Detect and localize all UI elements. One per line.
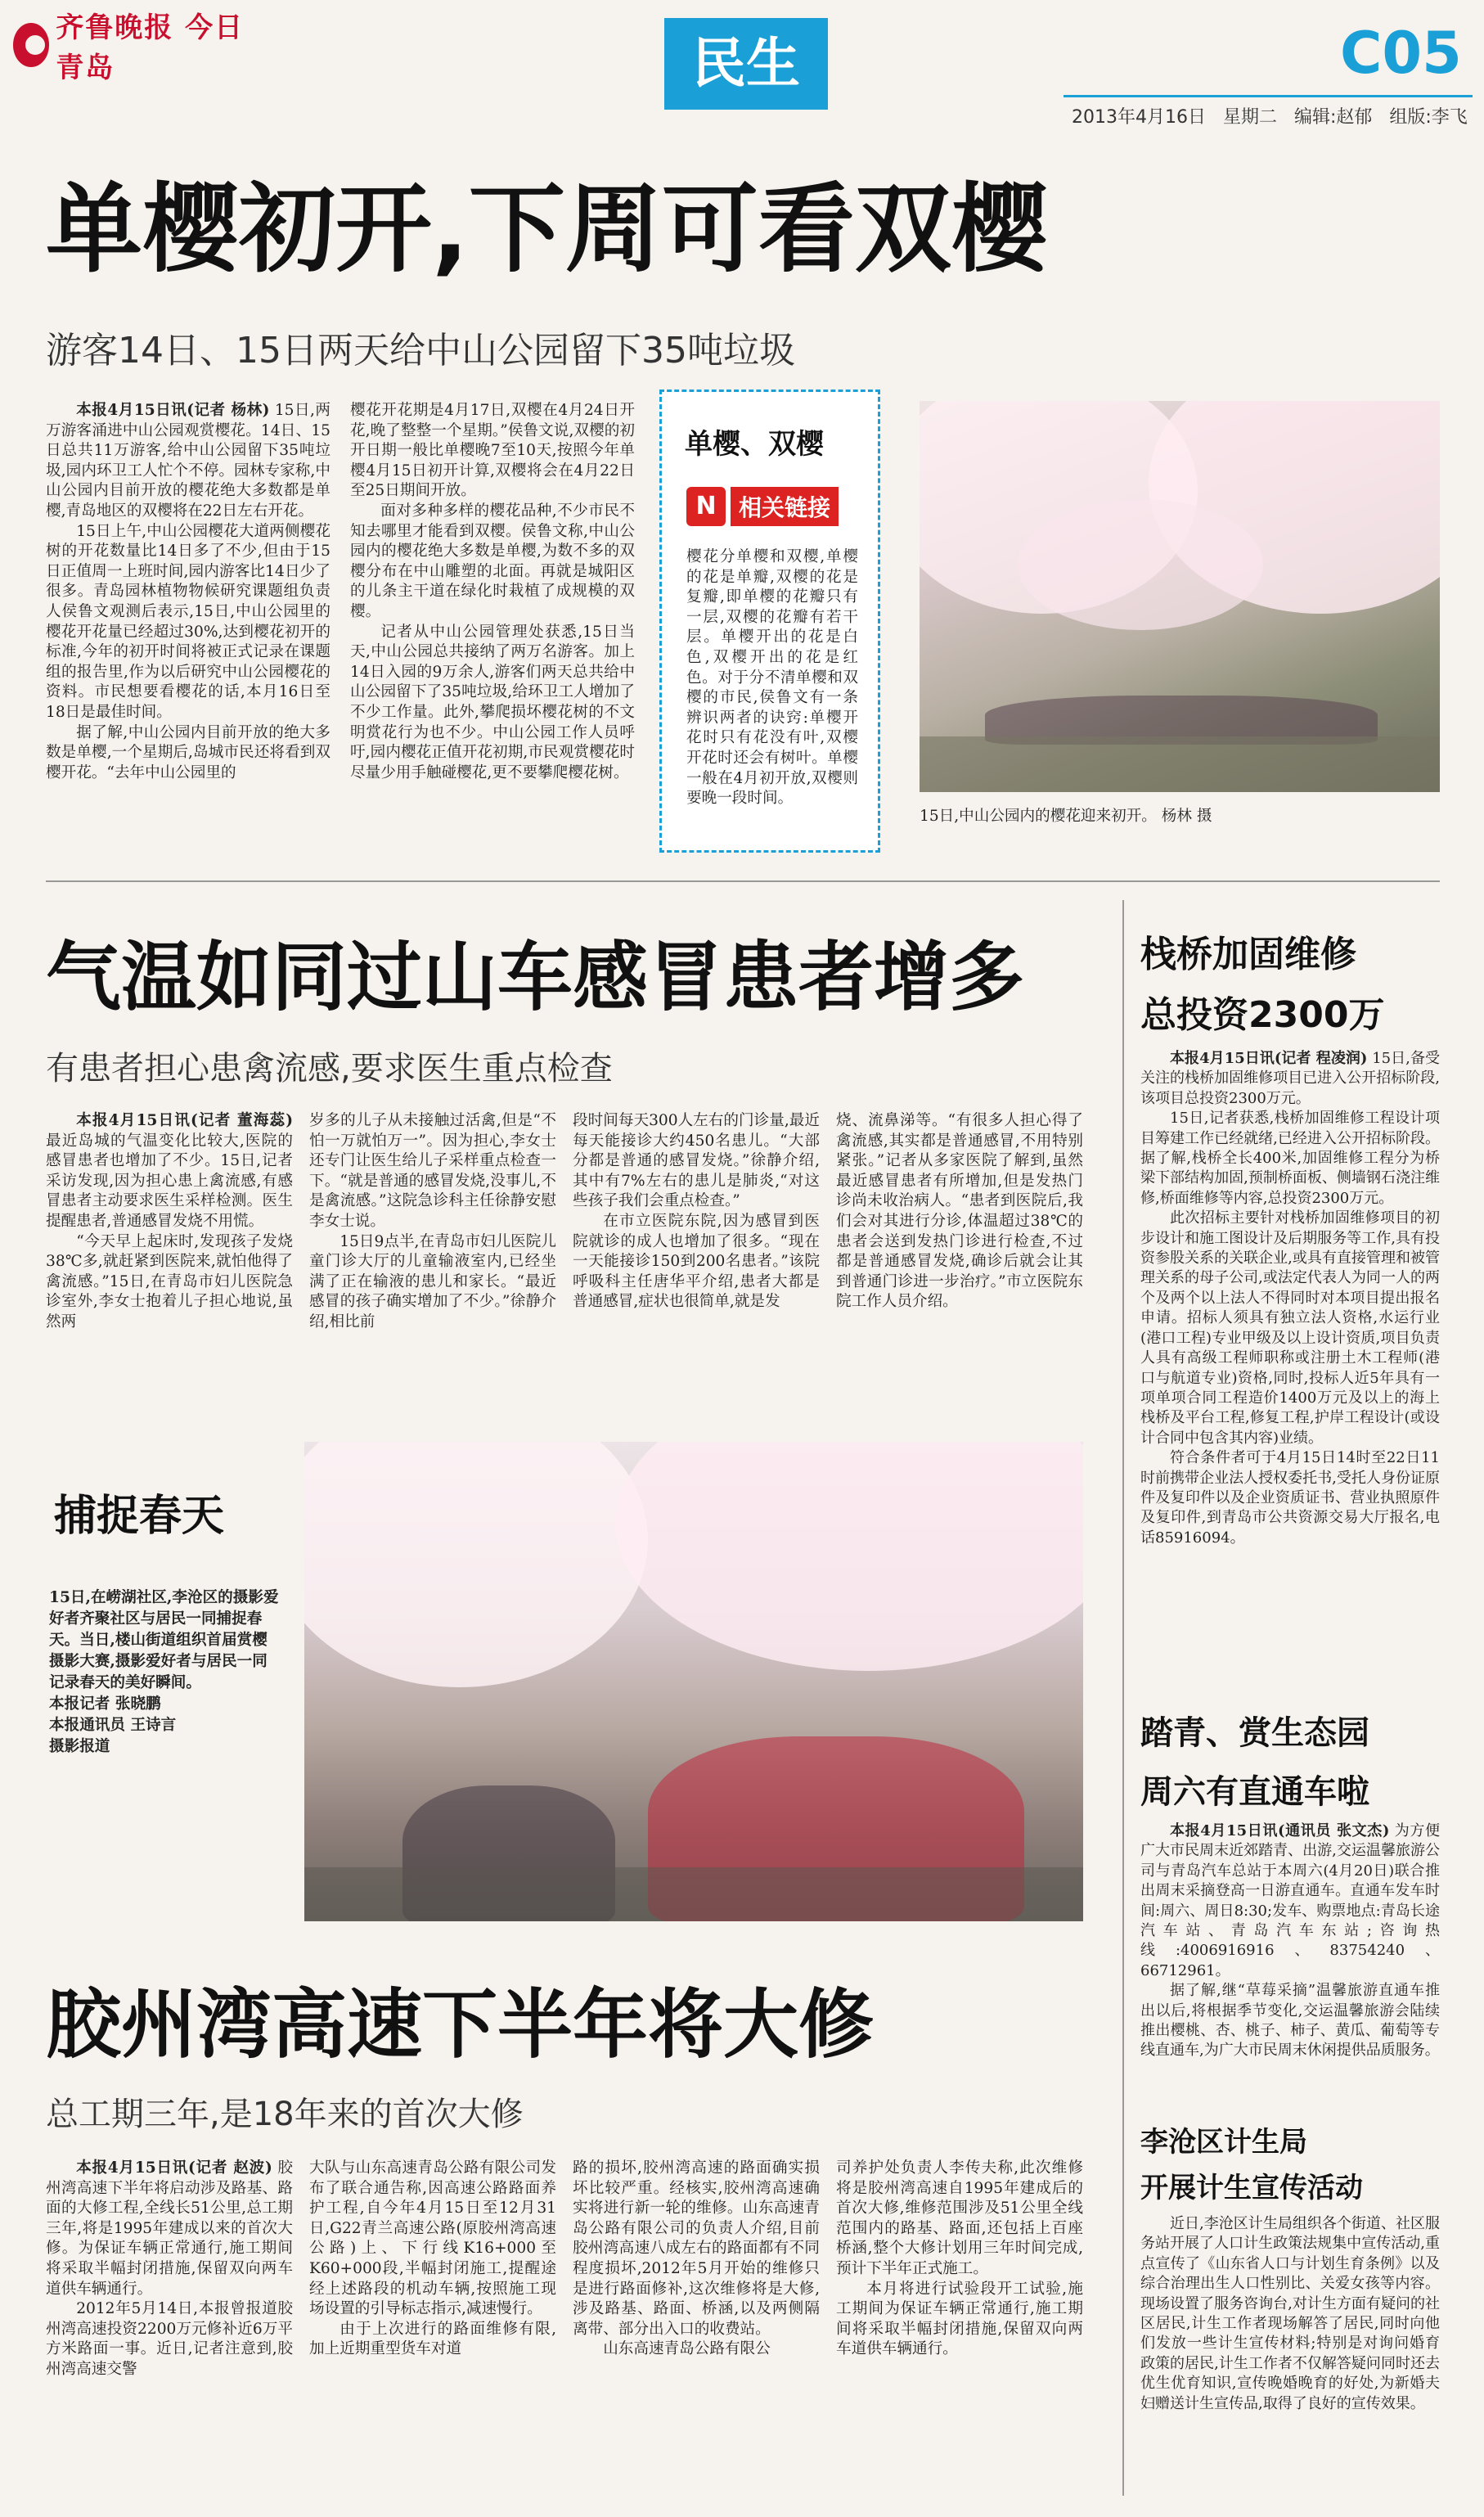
sidebar3-body [1140, 2214, 1440, 2501]
story2-col3 [573, 1111, 820, 1394]
story3-col2 [309, 2159, 556, 2494]
story1-byline: 本报4月15日讯(记者 杨林) [76, 402, 270, 419]
story3-col4-para1: 司养护处负责人李传夫称,此次维修将是胶州湾高速自1995年建成后的首次大修,维修范围涉及51公里全线范围内的路基、路面,还包括上百座桥涵,整个大修计划用三年时间完成,预计下半年正式施工。 [836, 2159, 1083, 2277]
story2-col2 [309, 1111, 556, 1394]
story2-col1 [46, 1111, 293, 1394]
story1-col1-text: 15日,两万游客涌进中山公园观赏樱花。14日、15日总共11万游客,给中山公园留下35吨垃圾,园内环卫工人忙个不停。园林专家称,中山公园内目前开放的樱花绝大多数都是单樱,青岛地区的双樱将在22日左右开花。 [46, 402, 331, 520]
photo2-credit1: 本报记者 张晓鹏 [49, 1695, 161, 1713]
story3-col2-para2: 由于上次进行的路面维修有限,加上近期重型货车对道 [309, 2320, 556, 2358]
sidebar1-p4: 符合条件者可于4月15日14时至22日11时前携带企业法人授权委托书,受托人身份证原件及复印件以及企业资质证书、营业执照原件及复印件,到青岛市公共资源交易大厅报名,电话85916094。 [1140, 1449, 1440, 1547]
story2-col4 [836, 1111, 1083, 1394]
story2-byline: 本报4月15日讯(记者 董海蕊) [76, 1112, 293, 1129]
story2-col1-text: 最近岛城的气温变化比较大,医院的感冒患者也增加了不少。15日,记者采访发现,因为担心患上禽流感,有感冒患者主动要求医生采样检测。医生提醒患者,普通感冒发烧不用慌。 [46, 1132, 293, 1230]
story3-col3 [573, 2159, 820, 2494]
story2-col3-para2: 在市立医院东院,因为感冒到医院就诊的成人也增加了很多。“现在一天能接诊150到200名患者。”该院呼吸科主任唐华平介绍,患者大都是普通感冒,症状也很简单,就是发 [573, 1212, 820, 1311]
logo-seal-icon [13, 23, 49, 67]
sidebar1-title2: 总投资2300万 [1140, 994, 1385, 1036]
story2-subhead: 有患者担心患禽流感,要求医生重点检查 [46, 1050, 613, 1087]
story3-byline: 本报4月15日讯(记者 赵波) [76, 2159, 272, 2177]
story3-col4-para2: 本月将进行试验段开工试验,施工期间为保证车辆正常通行,施工期间将采取半幅封闭措施,保留双向两车道供车辆通行。 [836, 2280, 1083, 2358]
sidebar2-title1: 踏青、赏生态园 [1140, 1714, 1369, 1752]
photo2-caption: 15日,在崂湖社区,李沧区的摄影爱好者齐聚社区与居民一同捕捉春天。当日,楼山街道组织首届赏樱摄影大赛,摄影爱好者与居民一同记录春天的美好瞬间。 [49, 1589, 279, 1691]
cherry-blossom-photo [920, 401, 1440, 792]
story2-col3-para1: 段时间每天300人左右的门诊量,最近每天能接诊大约450名患儿。“大部分都是普通的感冒发烧。”徐静介绍,其中有7%左右的患儿是肺炎,“对这些孩子我们会重点检查。” [573, 1112, 820, 1210]
spring-photo [304, 1442, 1083, 1921]
story1-col2 [350, 401, 635, 859]
story3-col4 [836, 2159, 1083, 2494]
photo2-credit2: 本报通讯员 王诗言 [49, 1717, 177, 1734]
sidebar2-p1: 为方便广大市民周末近郊踏青、出游,交运温馨旅游公司与青岛汽车总站于本周六(4月20日)联合推出周末采摘登高一日游直通车。直通车发车时间:周六、周日8:30;发车、购票地点:青岛长途汽车站、青岛汽车东站;咨询热线:4006916916、83754240、66712961。 [1140, 1822, 1440, 1979]
related-link-tag [686, 485, 839, 528]
logo-text: 齐鲁晚报 今日青岛 [56, 11, 245, 84]
story1-headline: 单樱初开,下周可看双樱 [46, 173, 1048, 286]
story1-col1-para3: 据了解,中山公园内目前开放的绝大多数是单樱,一个星期后,岛城市民还将看到双樱开花。“去年中山公园里的 [46, 723, 331, 781]
story3-col2-para1: 大队与山东高速青岛公路有限公司发布了联合通告称,因高速公路路面养护工程,自今年4月15日至12月31日,G22青兰高速公路(原胶州湾高速公路)上、下行线K16+000至K60+000段,半幅封闭施工,提醒途经上述路段的机动车辆,按照施工现场设置的引导标志指示,减速慢行。 [309, 2159, 556, 2318]
story1-col2-para2: 面对多种多样的樱花品种,不少市民不知去哪里才能看到双樱。侯鲁文称,中山公园内的樱花绝大多数是单樱,为数不多的双樱分布在中山雕塑的北面。再就是城阳区的儿条主干道在绿化时栽植了成规模的双樱。 [350, 502, 635, 620]
story3-col3-para2: 山东高速青岛公路有限公 [603, 2340, 771, 2358]
related-box-title: 单樱、双樱 [685, 428, 824, 461]
story3-subhead: 总工期三年,是18年来的首次大修 [46, 2096, 524, 2133]
sidebar1-p1: 15日,备受关注的栈桥加固维修项目已进入公开招标阶段,该项目总投资2300万元。 [1140, 1050, 1440, 1107]
story2-headline: 气温如同过山车感冒患者增多 [46, 934, 1025, 1021]
related-link-box [659, 389, 880, 853]
layout-credit: 组版:李飞 [1389, 107, 1468, 128]
story3-col3-para1: 路的损坏,胶州湾高速的路面确实损坏比较严重。经核实,胶州湾高速确实将进行新一轮的维修。山东高速青岛公路有限公司的负责人介绍,目前胶州湾高速八成左右的路面都有不同程度损坏,2012年5月开始的维修只是进行路面修补,这次维修将是大修,涉及路基、路面、桥涵,以及两侧隔离带、部分出入口的收费站。 [573, 2159, 820, 2338]
story1-col2-para3: 记者从中山公园管理处获悉,15日当天,中山公园总共接纳了两万名游客。加上14日入园的9万余人,游客们两天总共给中山公园留下了35吨垃圾,给环卫工人增加了不少工作量。此外,攀爬损坏樱花树的不文明赏花行为也不少。中山公园工作人员呼吁,园内樱花正值开花初期,市民观赏樱花时尽量少用手触碰樱花,更不要攀爬樱花树。 [350, 623, 635, 781]
sidebar1-p3: 此次招标主要针对栈桥加固维修项目的初步设计和施工图设计及后期服务等工作,具有投资参股关系的关联企业,或具有直接管理和被管理关系的母子公司,或法定代表人为同一人的两个及两个以上法人不得同时对本项目提出报名申请。招标人须具有独立法人资格,水运行业(港口工程)专业甲级及以上设计资质,项目负责人具有高级工程师职称或注册土木工程师(港口与航道专业)资格,同时,投标人近5年具有一项单项合同工程造价1400万元及以上的海上栈桥及平台工程,修复工程,护岸工程设计(或设计合同中包含其内容)业绩。 [1140, 1209, 1440, 1447]
story1-col1 [46, 401, 331, 859]
story2-col2-para2: 15日9点半,在青岛市妇儿医院儿童门诊大厅的儿童输液室内,已经坐满了正在输液的患儿和家长。“最近感冒的孩子确实增加了不少。”徐静介绍,相比前 [309, 1232, 556, 1331]
editor-credit: 编辑:赵郁 [1293, 107, 1373, 128]
newspaper-logo [13, 11, 259, 84]
story1-photo-caption: 15日,中山公园内的樱花迎来初开。 杨林 摄 [920, 808, 1212, 825]
story1-subhead: 游客14日、15日两天给中山公园留下35吨垃圾 [46, 330, 795, 371]
sidebar3-title1: 李沧区计生局 [1140, 2126, 1307, 2159]
story3-headline: 胶州湾高速下半年将大修 [46, 1981, 875, 2069]
sidebar2-title2: 周六有直通车啦 [1140, 1773, 1369, 1811]
story2-col1-para2: “今天早上起床时,发现孩子发烧38℃多,就赶紧到医院来,就怕他得了禽流感。”15日,在青岛市妇儿医院急诊室外,李女士抱着儿子担心地说,虽然两 [46, 1232, 293, 1331]
sidebar2-body [1140, 1821, 1440, 2129]
photo2-label: 捕捉春天 [54, 1492, 225, 1541]
page-code: C05 [1340, 20, 1462, 87]
related-link-icon: N [686, 487, 726, 526]
sidebar3-title2: 开展计生宣传活动 [1140, 2172, 1363, 2204]
header-meta [1072, 103, 1468, 128]
header-rule [1064, 95, 1473, 97]
issue-weekday: 星期二 [1222, 107, 1277, 128]
story3-col1 [46, 2159, 293, 2494]
related-link-label: 相关链接 [731, 487, 839, 526]
story2-col2-para1: 岁多的儿子从未接触过活禽,但是“不怕一万就怕万一”。因为担心,李女士还专门让医生给儿子采样重点检查一下。“就是普通的感冒发烧,没事儿,不是禽流感。”这院急诊科主任徐静安慰李女士说。 [309, 1112, 556, 1230]
sidebar1-byline: 本报4月15日讯(记者 程凌润) [1170, 1050, 1368, 1067]
sidebar1-title1: 栈桥加固维修 [1140, 934, 1356, 975]
story3-col1-para2: 2012年5月14日,本报曾报道胶州湾高速投资2200万元修补近6万平方米路面一事。近日,记者注意到,胶州湾高速交警 [46, 2300, 293, 2378]
sidebar2-byline: 本报4月15日讯(通讯员 张文杰) [1170, 1822, 1390, 1839]
section-tab: 民生 [664, 18, 828, 110]
photo2-credit3: 摄影报道 [49, 1738, 110, 1755]
sidebar3-p1: 近日,李沧区计生局组织各个街道、社区服务站开展了人口计生政策法规集中宣传活动,重点宣传了《山东省人口与计划生育条例》以及综合治理出生人口性别比、关爱女孩等内容。现场设置了服务咨询台,对计生方面有疑问的社区居民,计生工作者现场解答了居民,同时向他们发放一些计生宣传材料;特别是对询问婚育政策的居民,计生工作者不仅解答疑问同时还去优生优育知识,宣传晚婚晚育的好处,为新婚夫妇赠送计生宣传品,取得了良好的宣传效果。 [1140, 2215, 1440, 2412]
story1-col1-para2: 15日上午,中山公园樱花大道两侧樱花树的开花数量比14日多了不少,但由于15日正值周一上班时间,园内游客比14日少了很多。青岛园林植物物候研究课题组负责人侯鲁文观测后表示,15日,中山公园里的樱花开花量已经超过30%,达到樱花初开的标准,今年的初开时间将被正式记录在课题组的报告里,作为以后研究中山公园樱花的资料。市民想要看樱花的话,本月16日至18日是最佳时间。 [46, 522, 331, 721]
sidebar1-p2: 15日,记者获悉,栈桥加固维修工程设计项目筹建工作已经就绪,已经进入公开招标阶段。据了解,栈桥全长400米,加固维修工程分为桥梁下部结构加固,预制桥面板、侧墙钢石浇注维修,桥面维修等内容,总投资2300万元。 [1140, 1110, 1440, 1207]
photo2-caption-block [49, 1587, 280, 1758]
story2-col4-para1: 烧、流鼻涕等。“有很多人担心得了禽流感,其实都是普通感冒,不用特别紧张。”记者从多家医院了解到,虽然最近感冒患者有所增加,但是发热门诊尚未收治病人。“患者到医院后,我们会对其进行分诊,体温超过38℃的患者会送到发热门诊进行检查,不过都是普通感冒发烧,确诊后就会让其到普通门诊进一步治疗。”市立医院东院工作人员介绍。 [836, 1112, 1083, 1311]
section-divider [46, 880, 1440, 882]
sidebar2-p2: 据了解,继“草莓采摘”温馨旅游直通车推出以后,将根据季节变化,交运温馨旅游会陆续推出樱桃、杏、桃子、柿子、黄瓜、葡萄等专线直通车,为广大市民周末休闲提供品质服务。 [1140, 1982, 1440, 2060]
issue-date: 2013年4月16日 [1072, 107, 1206, 128]
sidebar1-body [1140, 1049, 1440, 1687]
story1-col2-para1: 樱花开花期是4月17日,双樱在4月24日开花,晚了整整一个星期。”侯鲁文说,双樱的初开日期一般比单樱晚7至10天,按照今年单樱4月15日初开计算,双樱将会在4月22日至25日期间开放。 [350, 402, 635, 500]
related-box-body: 樱花分单樱和双樱,单樱的花是单瓣,双樱的花是复瓣,即单樱的花瓣只有一层,双樱的花瓣有若干层。单樱开出的花是白色,双樱开出的花是红色。对于分不清单樱和双樱的市民,侯鲁文有一条辨识两者的诀窍:单樱开花时只有花没有叶,双樱开花时还会有树叶。单樱一般在4月初开放,双樱则要晚一段时间。 [686, 548, 858, 808]
sidebar-divider [1122, 900, 1124, 2496]
story3-col1-text: 胶州湾高速下半年将启动涉及路基、路面的大修工程,全线长51公里,总工期三年,将是1995年建成以来的首次大修。为保证车辆正常通行,施工期间将采取半幅封闭措施,保留双向两车道供车辆通行。 [46, 2159, 293, 2298]
